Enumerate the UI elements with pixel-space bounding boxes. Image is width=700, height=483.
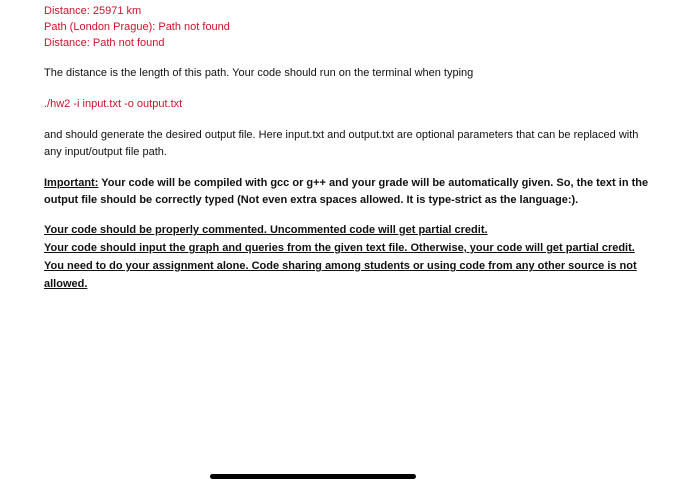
important-label: Important: <box>44 177 99 189</box>
home-indicator-bar <box>210 474 416 479</box>
paragraph-distance-definition: The distance is the length of this path. Your code should run on the terminal when typing <box>44 67 474 79</box>
requirement-comments: Your code should be properly commented. Uncommented code will get partial credit. <box>44 224 488 236</box>
paragraph-output-file: and should generate the desired output file. Here input.txt and output.txt are optional parameters that can be replaced with any input/output file path. <box>44 129 639 158</box>
important-notice <box>44 175 654 209</box>
output-path-line: Path (London Prague): Path not found <box>44 21 230 33</box>
requirement-input: Your code should input the graph and queries from the given text file. Otherwise, your code will get partial credit. <box>44 242 635 254</box>
command-example: ./hw2 -i input.txt -o output.txt <box>44 98 183 110</box>
output-distance-line-2: Distance: Path not found <box>44 37 165 49</box>
output-distance-line: Distance: 25971 km <box>44 5 142 17</box>
requirement-alone: You need to do your assignment alone. Code sharing among students or using code from any other source is not allowed. <box>44 260 637 290</box>
important-text: Your code will be compiled with gcc or g++ and your grade will be automatically given. So, the text in the output file should be correctly typed (Not even extra spaces allowed. It is type-strict as the language:). <box>44 177 649 206</box>
requirements-list <box>44 221 654 293</box>
